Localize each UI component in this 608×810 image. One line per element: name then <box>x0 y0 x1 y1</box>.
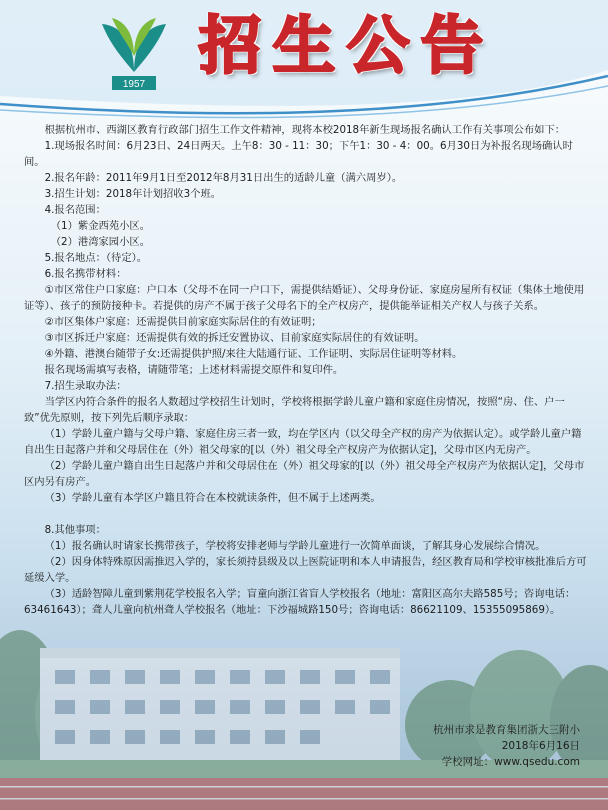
item-scope: 4.报名范围： <box>44 204 106 216</box>
item-other: 8.其他事项： <box>44 524 106 536</box>
admission-rule-2: （2）学龄儿童户籍自出生日起落户并和父母居住在（外）祖父母家的[以（外）祖父母全产权房产为依据认定]，父母市区内另有房产。 <box>24 460 585 488</box>
logo-year: 1957 <box>122 79 146 90</box>
material-note: 报名现场需填写表格，请随带笔；上述材料需提交原件和复印件。 <box>44 364 344 376</box>
material-1: ①市区常住户口家庭：户口本（父母不在同一户口下，需提供结婚证）、父母身份证、家庭房屋所有权证（集体土地使用证等）、孩子的预防接种卡。若提供的房产不属于孩子父母名下的全产权房产，提供能举证相关产权人与孩子关系。 <box>24 284 585 312</box>
notice-intro: 根据杭州市、西湖区教育行政部门招生工作文件精神，现将本校2018年新生现场报名确认工作有关事项公布如下： <box>44 124 566 136</box>
item-registration-time: 1.现场报名时间：6月23日、24日两天。上午8：30 - 11：30；下午1：30 - 4：00。6月30日为补报名现场确认时间。 <box>24 140 573 168</box>
school-website[interactable]: 学校网址：www.qsedu.com <box>441 756 580 768</box>
material-4: ④外籍、港澳台随带子女:还需提供护照/来往大陆通行证、工作证明、实际居住证明等材料。 <box>44 348 463 360</box>
other-1: （1）报名确认时请家长携带孩子，学校将安排老师与学龄儿童进行一次简单面谈，了解其身心发展综合情况。 <box>44 540 546 552</box>
item-enrollment-plan: 3.招生计划：2018年计划招收3个班。 <box>44 188 222 200</box>
material-3: ③市区拆迁户家庭：还需提供有效的拆迁安置协议、目前家庭实际居住的有效证明。 <box>44 332 425 344</box>
school-logo <box>98 14 170 94</box>
item-age: 2.报名年龄：2011年9月1日至2012年8月31日出生的适龄儿童（满六周岁）。 <box>44 172 403 184</box>
admission-rule-1: （1）学龄儿童户籍与父母户籍、家庭住房三者一致，均在学区内（以父母全产权的房产为依据认定）。或学龄儿童户籍自出生日起落户并和父母居住在（外）祖父母家的[以（外）祖父母全产权房产为依据认定]，父母市区内无房产。 <box>24 428 582 456</box>
scope-area-1: （1）紫金西苑小区。 <box>50 220 150 232</box>
page-title: 招生公告 <box>199 9 496 82</box>
other-2: （2）因身体特殊原因需推迟入学的，家长须持县级及以上医院证明和本人申请报告，经区教育局和学校审核批准后方可延缓入学。 <box>24 556 587 584</box>
header <box>0 0 608 122</box>
school-name: 杭州市求是教育集团浙大三附小 <box>433 724 580 736</box>
item-materials: 6.报名携带材料： <box>44 268 127 280</box>
spacer <box>24 506 589 522</box>
notice-date: 2018年6月16日 <box>501 740 580 752</box>
admission-intro: 当学区内符合条件的报名人数超过学校招生计划时，学校将根据学龄儿童户籍和家庭住房情况，按照“房、住、户一致”优先原则，按下列先后顺序录取： <box>24 396 565 424</box>
notice-body <box>24 122 589 618</box>
item-admission: 7.招生录取办法： <box>44 380 127 392</box>
signature-block <box>433 722 580 770</box>
item-location: 5.报名地点：（待定）。 <box>44 252 148 264</box>
admission-rule-3: （3）学龄儿童有本学区户籍且符合在本校就读条件，但不属于上述两类。 <box>44 492 381 504</box>
material-2: ②市区集体户家庭：还需提供目前家庭实际居住的有效证明； <box>44 316 322 328</box>
other-3: （3）适龄智障儿童到紫荆花学校报名入学；盲童向浙江省盲人学校报名（地址：富阳区高尔夫路585号；咨询电话：63461643）；聋人儿童向杭州聋人学校报名（地址：下沙福城路150号；咨询电话：86621109、15355095869）。 <box>24 588 576 616</box>
scope-area-2: （2）港湾家园小区。 <box>50 236 150 248</box>
